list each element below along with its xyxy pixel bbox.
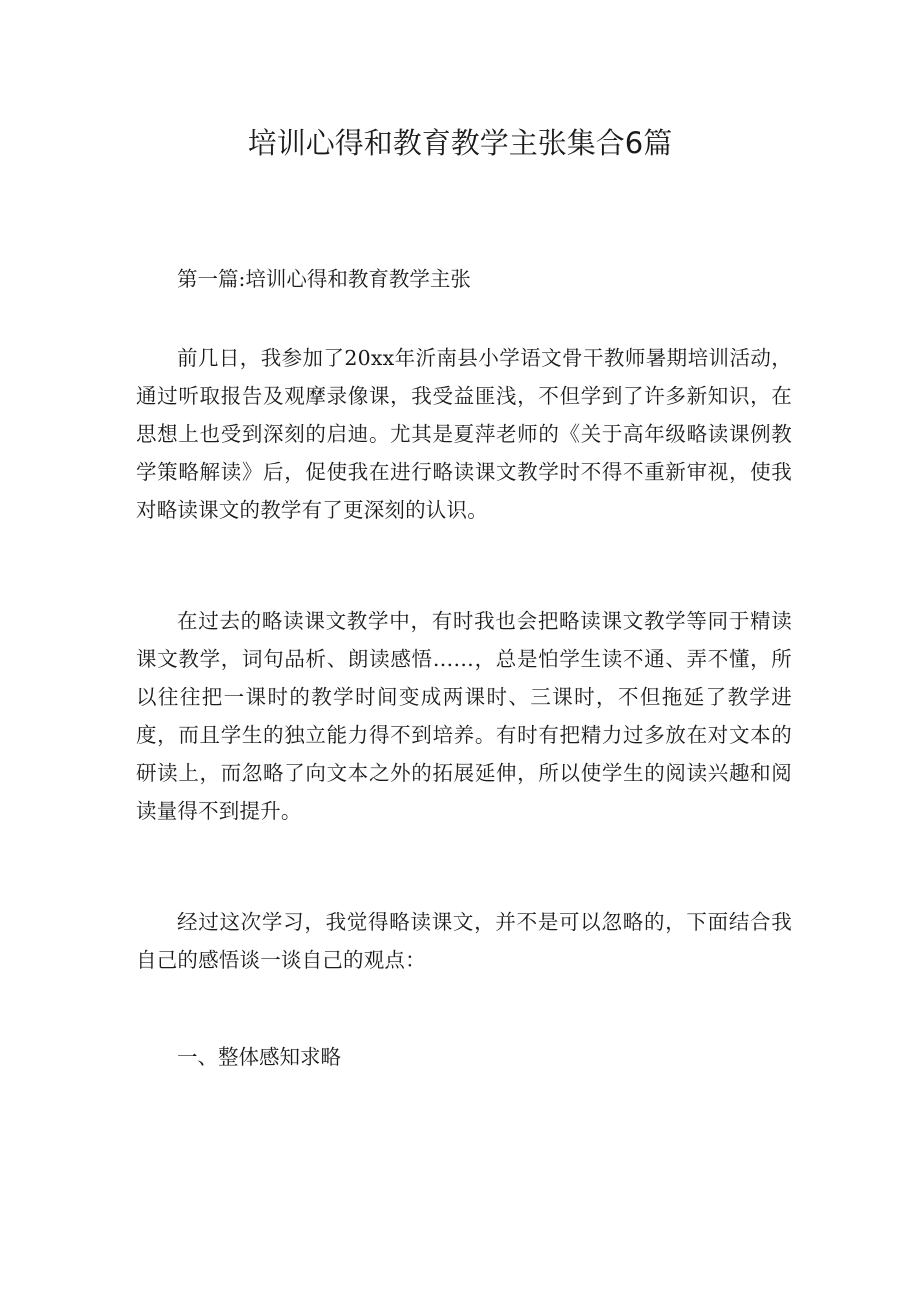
section-title: 第一篇:培训心得和教育教学主张: [177, 267, 471, 291]
paragraph: 经过这次学习，我觉得略读课文，并不是可以忽略的，下面结合我自己的感悟谈一谈自己的观点：: [136, 910, 792, 972]
paragraph: 前几日，我参加了20xx年沂南县小学语文骨干教师暑期培训活动，通过听取报告及观摩录像课，我受益匪浅，不但学到了许多新知识，在思想上也受到深刻的启迪。尤其是夏萍老师的《关于高年级略读课例教学策略解读》后，促使我在进行略读课文教学时不得不重新审视，使我对略读课文的教学有了更深刻的认识。: [136, 346, 792, 522]
document-title: 培训心得和教育教学主张集合6篇: [247, 126, 673, 160]
paragraph: 在过去的略读课文教学中，有时我也会把略读课文教学等同于精读课文教学，词句品析、朗读感悟……，总是怕学生读不通、弄不懂，所以往往把一课时的教学时间变成两课时、三课时，不但拖延了教学进度，而且学生的独立能力得不到培养。有时有把精力过多放在对文本的研读上，而忽略了向文本之外的拓展延伸，所以使学生的阅读兴趣和阅读量得不到提升。: [136, 609, 792, 823]
subheading: 一、整体感知求略: [177, 1045, 341, 1069]
